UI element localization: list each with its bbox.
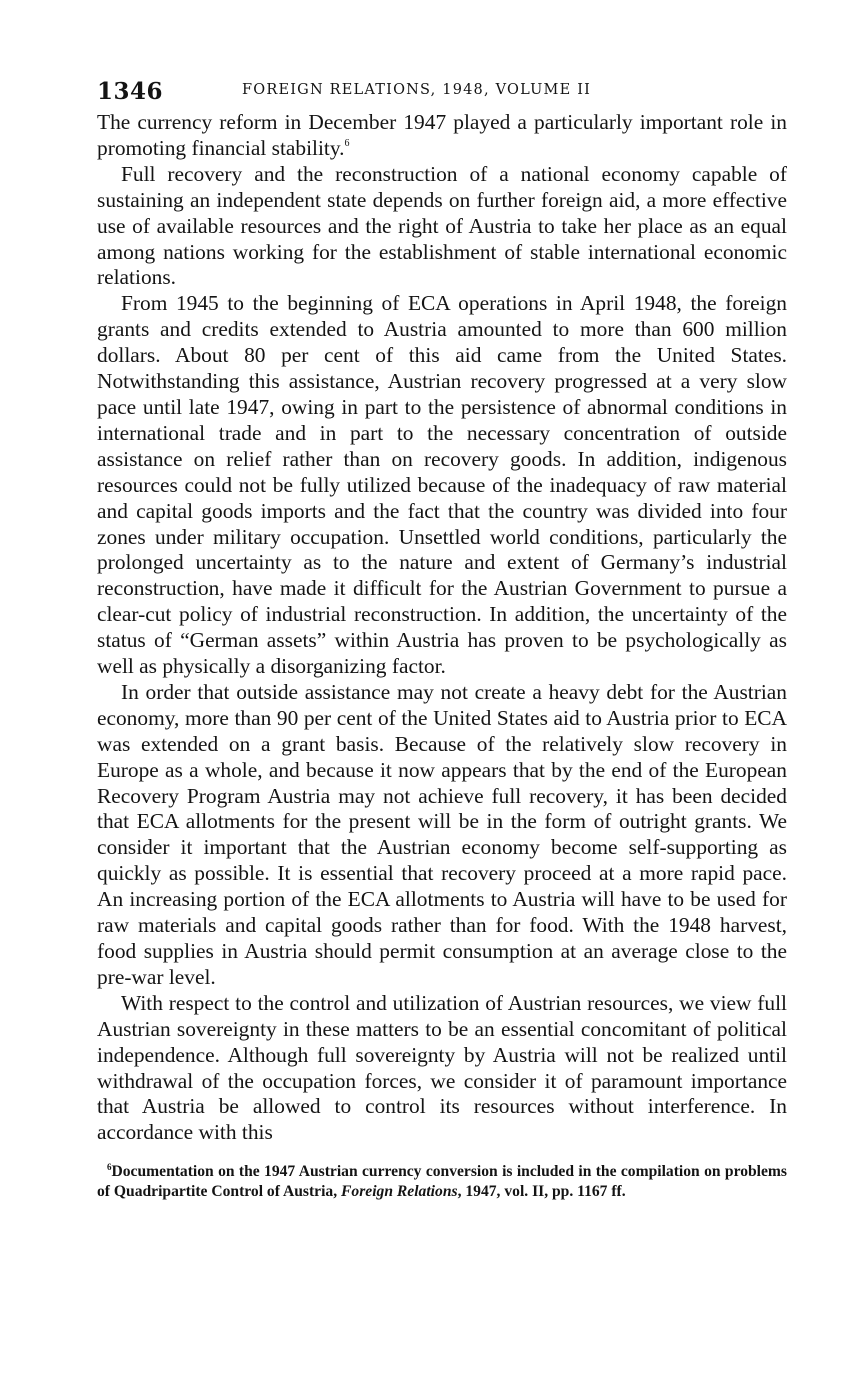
body-text [97, 110, 787, 1146]
page-header [97, 74, 787, 110]
footnote-text: Documentation on the 1947 Austrian currency conversion is included in the compilation on problems of Quadripartite Control of Austria, [97, 1163, 787, 1201]
paragraph [97, 110, 787, 162]
paragraph: From 1945 to the beginning of ECA operations in April 1948, the foreign grants and credits extended to Austria amounted to more than 600 million dollars. About 80 per cent of this aid came from the United States. Notwithstanding this assistance, Austrian recovery progressed at a very slow pace until late 1947, owing in part to the persistence of abnormal conditions in international trade and in part to the necessary concentration of outside assistance on relief rather than on recovery goods. In addition, indigenous resources could not be fully utilized because of the inadequacy of raw material and capital goods imports and the fact that the country was divided into four zones under military occupation. Unsettled world conditions, particularly the prolonged uncertainty as to the nature and extent of Germany’s industrial reconstruction, have made it difficult for the Austrian Government to pursue a clear-cut policy of industrial reconstruction. In addition, the uncertainty of the status of “German assets” within Austria has proven to be psychologically as well as physically a disorganizing factor. [97, 291, 787, 679]
footnote-italic-title: Foreign Relations [341, 1183, 458, 1201]
page-number: 1346 [97, 78, 164, 105]
paragraph: In order that outside assistance may not create a heavy debt for the Austrian economy, more than 90 per cent of the United States aid to Austria prior to ECA was extended on a grant basis. Because of the relatively slow recovery in Europe as a whole, and because it now appears that by the end of the European Recovery Program Austria may not achieve full recovery, it has been decided that ECA allotments for the present will be in the form of outright grants. We consider it important that the Austrian economy become self-supporting as quickly as possible. It is essential that recovery proceed at a more rapid pace. An increasing portion of the ECA allotments to Austria will have to be used for raw materials and capital goods rather than for food. With the 1948 harvest, food supplies in Austria should permit consumption at an average close to the pre-war level. [97, 679, 787, 989]
document-page [97, 74, 787, 1202]
footnote-marker: 6 [107, 1162, 112, 1173]
footnote-text-end: , 1947, vol. II, pp. 1167 ff. [457, 1183, 626, 1201]
paragraph: With respect to the control and utilization of Austrian resources, we view full Austrian sovereignty in these matters to be an essential concomitant of political independence. Although full sovereignty by Austria will not be realized until withdrawal of the occupation forces, we consider it of paramount importance that Austria be allowed to control its resources without interference. In accordance with this [97, 990, 787, 1145]
paragraph: Full recovery and the reconstruction of a national economy capable of sustaining an independent state depends on further foreign aid, a more effective use of available resources and the right of Austria to take her place as an equal among nations working for the establishment of stable international economic relations. [97, 161, 787, 290]
footnote-reference: 6 [344, 137, 350, 149]
paragraph-text: The currency reform in December 1947 played a particularly important role in promoting financial stability. [97, 110, 787, 160]
footnote [97, 1162, 787, 1202]
running-head: FOREIGN RELATIONS, 1948, VOLUME II [242, 82, 592, 98]
